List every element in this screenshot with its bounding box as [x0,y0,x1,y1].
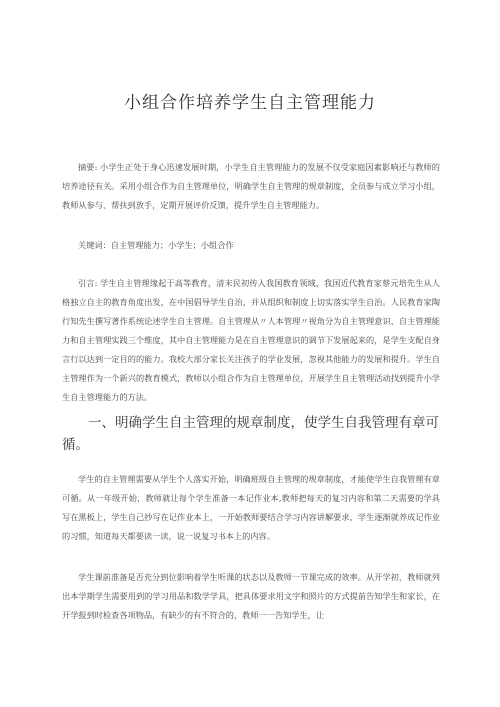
keywords-line: 关键词：自主管理能力；小学生；小组合作 [78,240,234,250]
intro-paragraph: 引言: 学生自主管理缘起于高等教育，清末民初传入我国教育领域，我国近代教育家蔡元培先生从人格独立自主的教育角度出发，在中国倡导学生自治，并从组织和制度上切实落实学生自治。人民教育家陶行知先生撰写著作系统论述学生自主管理。自主管理从〃人本管理〃视角分为自主管理意识、自主管理能力和自主管理实践三个维度，其中自主管理能力是在自主管理意识的调节下发展起来的，是学生支配自身言行以达到一定目的的能力。我校大部分家长关注孩子的学业发展，忽视其他能力的发展和提升。学生自主管理作为一个新兴的教育模式，教师以小组合作为自主管理单位，开展学生自主管理活动找到提升小学生自主管理能力的方法。 [62,278,440,402]
abstract-paragraph: 摘要: 小学生正处于身心迅速发展时期，小学生自主管理能力的发展不仅受家庭因素影响还与教师的培养途径有关。采用小组合作为自主管理单位，明确学生自主管理的规章制度，全员参与成立学习小组，教师从参与、帮扶到放手，定期开展评价反馈，提升学生自主管理能力。 [62,162,440,210]
body-paragraph-1: 学生的自主管理需要从学生个人落实开始，明确班级自主管理的规章制度，才能使学生自我管理有章可循。从一年级开始，教师就让每个学生准备一本记作业本,教师把每天的复习内容和第二天需要的学具写在黑板上，学生自己抄写在记作业本上，一开始教师要结合学习内容讲解要求，学生逐渐就养成记作业的习惯，知道每天都要读一读，说一说复习书本上的内容。 [62,474,440,541]
section-heading: 一、明确学生自主管理的规章制度，使学生自我管理有章可循。 [62,415,439,453]
body-paragraph-2: 学生课前准备是否充分到位影响着学生听课的状态以及教师一节课完成的效率。从开学初，教师就列出本学期学生需要用到的学习用品和数学学具，把具体要求用文字和照片的方式提前告知学生和家长，在开学报到时检查各项物品，有缺少的有不符合的，教师一一告知学生，让 [62,572,440,620]
document-title: 小组合作培养学生自主管理能力 [124,93,376,113]
